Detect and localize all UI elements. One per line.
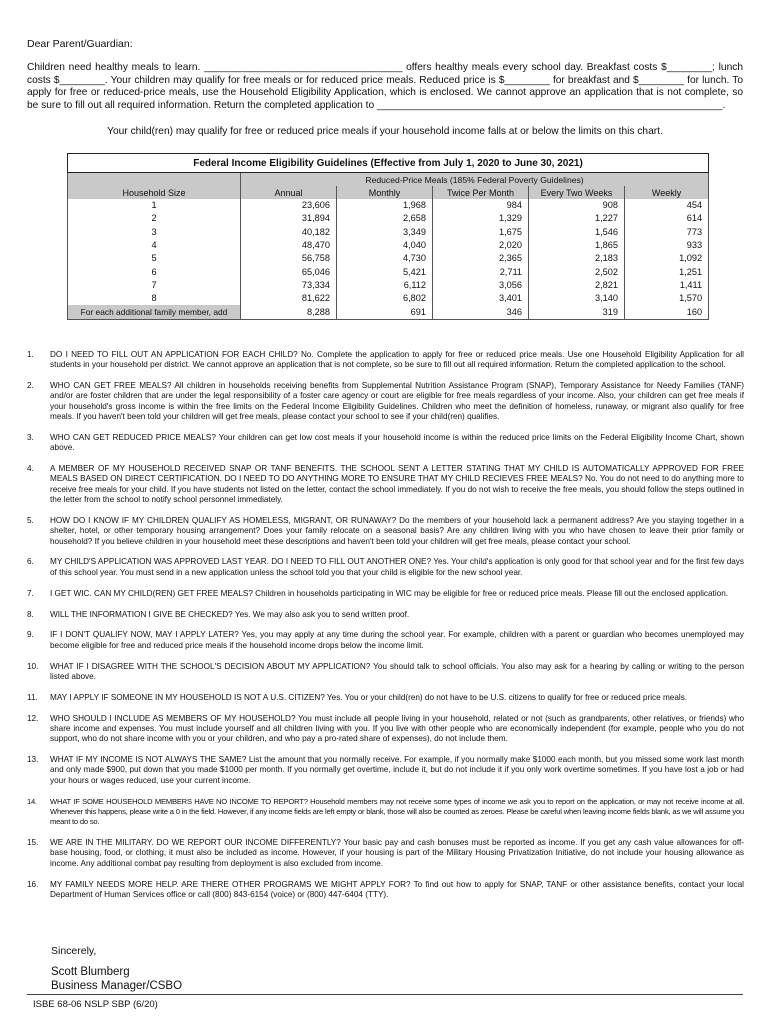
faq-text: WHO CAN GET FREE MEALS? All children in households receiving benefits from Supplemental Nutrition Assistance Program (SNAP), Temporary Assistance for Needy Families (TANF) and/or are foster children that are under the legal responsibility of a foster care agency or court are eligible for free meals regardless of your income. Also, your children can get free meals if your household's gross income is within the free limits on the Federal Income Eligibility Guidelines. Children who meet the definition of homeless, runaway, or migrant also qualify for free meals. If you haven't been told your children will get free meals, please contact your school to see if your child(ren) qualifies. [50, 381, 744, 422]
table-cell-biweekly: 1,865 [529, 239, 625, 252]
table-cell-biweekly: 2,502 [529, 265, 625, 278]
faq-number: 2. [27, 381, 34, 391]
column-header: Monthly [337, 186, 433, 199]
faq-text: MAY I APPLY IF SOMEONE IN MY HOUSEHOLD IS NOT A U.S. CITIZEN? Yes. You or your child(ren) do not have to be U.S. citizens to qualify for free or reduced price meals. [50, 692, 688, 702]
table-cell-twice: 2,711 [433, 265, 529, 278]
column-header: Every Two Weeks [529, 186, 625, 199]
table-cell-annual: 31,894 [241, 212, 337, 225]
table-cell-biweekly: 908 [529, 199, 625, 212]
faq-text: WHAT IF MY INCOME IS NOT ALWAYS THE SAME? List the amount that you normally receive. For example, if you normally make $1000 each month, but you missed some work last month and only made $900, put down that you made $1000 per month. If you normally get overtime, include it, but do not include it if you only work overtime sometimes. If you have lost a job or had your hours or wages reduced, use your current income. [50, 755, 744, 785]
faq-item [27, 838, 744, 869]
table-cell-size: 8 [68, 292, 241, 305]
signer-title: Business Manager/CSBO [51, 980, 183, 992]
table-cell-size: 7 [68, 279, 241, 292]
faq-number: 8. [27, 609, 34, 619]
faq-text: A MEMBER OF MY HOUSEHOLD RECEIVED SNAP OR TANF BENEFITS. THE SCHOOL SENT A LETTER STATING THAT MY CHILD IS AUTOMATICALLY APPROVED FOR FREE MEALS BASED ON DIRECT CERTIFICATION. DO I NEED TO DO ANYTHING MORE TO ENSURE THAT MY CHILD RECIEVES FREE MEALS? No. You do not need to do anything more to receive free meals for your child. If you have students not listed on the letter, contact the school immediately. If you do not wish to receive the free meals, you should follow the steps outlined in the letter from the school to notify school personnel immediately. [50, 464, 744, 505]
table-cell-size: 5 [68, 252, 241, 265]
faq-text: WILL THE INFORMATION I GIVE BE CHECKED? Yes. We may also ask you to send written proof. [50, 609, 410, 619]
chart-note: Your child(ren) may qualify for free or reduced price meals if your household income falls at or below the limits on this chart. [107, 126, 663, 137]
table-cell-weekly: 614 [625, 212, 709, 225]
faq-item [27, 797, 744, 828]
faq-text: IF I DON'T QUALIFY NOW, MAY I APPLY LATER? Yes, you may apply at any time during the school year. For example, children with a parent or guardian who becomes unemployed may become eligible for free and reduced price meals if the household income drops below the income limit. [50, 630, 744, 650]
faq-number: 11. [27, 692, 38, 702]
table-cell-weekly: 1,411 [625, 279, 709, 292]
table-cell-monthly: 6,802 [337, 292, 433, 305]
table-cell-weekly: 1,251 [625, 265, 709, 278]
intro-paragraph: Children need healthy meals to learn. ___________________________________ offers healthy meals every school day. Breakfast costs $________; lunch costs $________. Your children may qualify for free meals or for reduced price meals. Reduced price is $________ for breakfast and $________ for lunch. To apply for free or reduced-price meals, use the Household Eligibility Application, which is enclosed. We cannot approve an application that is not complete, so be sure to fill out all required information. Return the completed application to _____________________________________________________________. [27, 62, 743, 111]
faq-text: WHO CAN GET REDUCED PRICE MEALS? Your children can get low cost meals if your household income is within the reduced price limits on the Federal Eligibility Income Chart, shown above. [50, 432, 744, 453]
faq-text: MY CHILD'S APPLICATION WAS APPROVED LAST YEAR. DO I NEED TO FILL OUT ANOTHER ONE? Yes. Your child's application is only good for that school year and for the first few days of this school year. You must send in a new application unless the school told you that your child is eligible for the new school year. [50, 557, 744, 577]
faq-number: 12. [27, 713, 39, 723]
table-cell-weekly: 773 [625, 226, 709, 239]
faq-number: 1. [27, 350, 34, 359]
table-cell-annual: 65,046 [241, 265, 337, 278]
faq-item [27, 589, 744, 599]
signer-name: Scott Blumberg [51, 966, 130, 978]
faq-number: 13. [27, 755, 39, 765]
faq-item [27, 880, 744, 901]
table-cell-size: 6 [68, 265, 241, 278]
table-cell-monthly: 6,112 [337, 279, 433, 292]
table-cell-size: 4 [68, 239, 241, 252]
table-cell-weekly: 160 [625, 305, 709, 319]
income-guidelines-table [67, 153, 708, 320]
faq-text: WHO SHOULD I INCLUDE AS MEMBERS OF MY HOUSEHOLD? You must include all people living in your household, related or not (such as grandparents, other relatives, or friends) who share income and expenses. You must include yourself and all children living with you. If you live with other people who are economically independent (for example, people who you do not support, who do not share income with you or your children, and who pay a pro-rated share of expenses), do not include them. [50, 713, 744, 744]
faq-list [27, 350, 744, 911]
table-title: Federal Income Eligibility Guidelines (Effective from July 1, 2020 to June 30, 2021) [68, 154, 709, 173]
faq-number: 4. [27, 464, 34, 474]
form-footer-code: ISBE 68-06 NSLP SBP (6/20) [33, 999, 158, 1010]
table-cell-monthly: 5,421 [337, 265, 433, 278]
table-cell-monthly: 1,968 [337, 199, 433, 212]
table-subheader: Reduced-Price Meals (185% Federal Poverty Guidelines) [241, 173, 709, 187]
faq-item [27, 433, 744, 454]
table-cell-monthly: 3,349 [337, 226, 433, 239]
table-cell-biweekly: 1,227 [529, 212, 625, 225]
faq-number: 14. [27, 796, 37, 806]
faq-number: 15. [27, 838, 39, 848]
table-row [68, 292, 709, 305]
faq-item [27, 464, 744, 505]
table-cell-twice: 1,329 [433, 212, 529, 225]
faq-item [27, 381, 744, 422]
faq-item [27, 516, 744, 547]
table-cell-biweekly: 1,546 [529, 226, 625, 239]
faq-number: 9. [27, 630, 34, 640]
table-cell-twice: 346 [433, 305, 529, 319]
table-row [68, 265, 709, 278]
faq-text: WHAT IF I DISAGREE WITH THE SCHOOL'S DECISION ABOUT MY APPLICATION? You should talk to school officials. You also may ask for a hearing by calling or writing to the person listed above. [50, 661, 744, 681]
table-cell-monthly: 691 [337, 305, 433, 319]
faq-number: 10. [27, 661, 39, 671]
table-cell-twice: 2,020 [433, 239, 529, 252]
column-header: Weekly [625, 186, 709, 199]
faq-text: DO I NEED TO FILL OUT AN APPLICATION FOR EACH CHILD? No. Complete the application to apply for free or reduced price meals. Use one Household Eligibility Application for all students in your household per district. We cannot approve an application that is not complete, so be sure to fill out all required information. Return the completed application to the school. [50, 350, 744, 370]
table-row [68, 279, 709, 292]
table-row [68, 252, 709, 265]
faq-text: WHAT IF SOME HOUSEHOLD MEMBERS HAVE NO INCOME TO REPORT? Household members may not receive some types of income we ask you to report on the application, or may not receive income at all. Whenever this happens, please write a 0 in the field. However, if any income fields are left empty or blank, those will also be counted as zeroes. Please be careful when leaving income fields blank, as we will assume you meant to do so. [50, 796, 744, 827]
table-cell-twice: 3,401 [433, 292, 529, 305]
table-row [68, 226, 709, 239]
faq-text: MY FAMILY NEEDS MORE HELP. ARE THERE OTHER PROGRAMS WE MIGHT APPLY FOR? To find out how to apply for SNAP, TANF or other assistance benefits, contact your local Department of Human Services office or call (800) 843-6154 (voice) or (800) 447-6404 (TTY). [50, 879, 744, 899]
faq-text: I GET WIC. CAN MY CHILD(REN) GET FREE MEALS? Children in households participating in WIC may be eligible for free or reduced price meals. Please fill out the enclosed application. [50, 588, 729, 598]
table-cell-biweekly: 2,183 [529, 252, 625, 265]
table-cell-biweekly: 319 [529, 305, 625, 319]
faq-item [27, 755, 744, 786]
closing-sincerely: Sincerely, [51, 945, 97, 957]
table-cell-twice: 2,365 [433, 252, 529, 265]
table-cell-size: 3 [68, 226, 241, 239]
faq-text: WE ARE IN THE MILITARY. DO WE REPORT OUR INCOME DIFFERENTLY? Your basic pay and cash bonuses must be reported as income. If you get any cash value allowances for off-base housing, food, or clothing, it must also be included as income. However, if your housing is part of the Military Housing Privatization Initiative, do not include your housing allowance as income. Any additional combat pay resulting from deployment is also excluded from income. [50, 838, 744, 868]
table-row [68, 239, 709, 252]
faq-item [27, 610, 744, 620]
footer-divider [27, 994, 743, 995]
table-cell-size: 1 [68, 199, 241, 212]
table-cell-monthly: 2,658 [337, 212, 433, 225]
table-cell-annual: 73,334 [241, 279, 337, 292]
table-cell-size: 2 [68, 212, 241, 225]
table-cell-twice: 3,056 [433, 279, 529, 292]
table-cell-weekly: 1,570 [625, 292, 709, 305]
table-cell-weekly: 454 [625, 199, 709, 212]
table-cell-weekly: 933 [625, 239, 709, 252]
table-cell-biweekly: 3,140 [529, 292, 625, 305]
faq-item [27, 557, 744, 578]
table-cell-monthly: 4,730 [337, 252, 433, 265]
table-row [68, 212, 709, 225]
table-cell-annual: 81,622 [241, 292, 337, 305]
faq-number: 7. [27, 588, 34, 598]
faq-item [27, 350, 744, 371]
table-cell-annual: 48,470 [241, 239, 337, 252]
table-cell-monthly: 4,040 [337, 239, 433, 252]
table-row [68, 199, 709, 212]
faq-number: 3. [27, 432, 34, 442]
faq-text: HOW DO I KNOW IF MY CHILDREN QUALIFY AS HOMELESS, MIGRANT, OR RUNAWAY? Do the members of your household lack a permanent address? Are you staying together in a shelter, hotel, or other temporary housing arrangement? Does your family relocate on a seasonal basis? Are any children living with you who have chosen to leave their prior family or household? If you believe children in your household meet these descriptions and haven't been told your children will get free meals, please contact your school. [50, 515, 744, 546]
salutation: Dear Parent/Guardian: [27, 38, 133, 50]
column-header: Household Size [68, 186, 241, 199]
faq-item [27, 662, 744, 683]
table-row [68, 305, 709, 319]
table-cell-biweekly: 2,821 [529, 279, 625, 292]
faq-number: 6. [27, 557, 34, 567]
table-cell-annual: 40,182 [241, 226, 337, 239]
table-cell-annual: 8,288 [241, 305, 337, 319]
faq-item [27, 714, 744, 745]
table-cell-annual: 56,758 [241, 252, 337, 265]
table-cell-twice: 1,675 [433, 226, 529, 239]
column-header: Annual [241, 186, 337, 199]
table-cell-annual: 23,606 [241, 199, 337, 212]
table-cell-weekly: 1,092 [625, 252, 709, 265]
faq-number: 16. [27, 879, 39, 889]
faq-item [27, 630, 744, 651]
faq-item [27, 693, 744, 703]
faq-number: 5. [27, 515, 34, 525]
column-header: Twice Per Month [433, 186, 529, 199]
table-cell-twice: 984 [433, 199, 529, 212]
table-cell-size: For each additional family member, add [68, 305, 241, 319]
